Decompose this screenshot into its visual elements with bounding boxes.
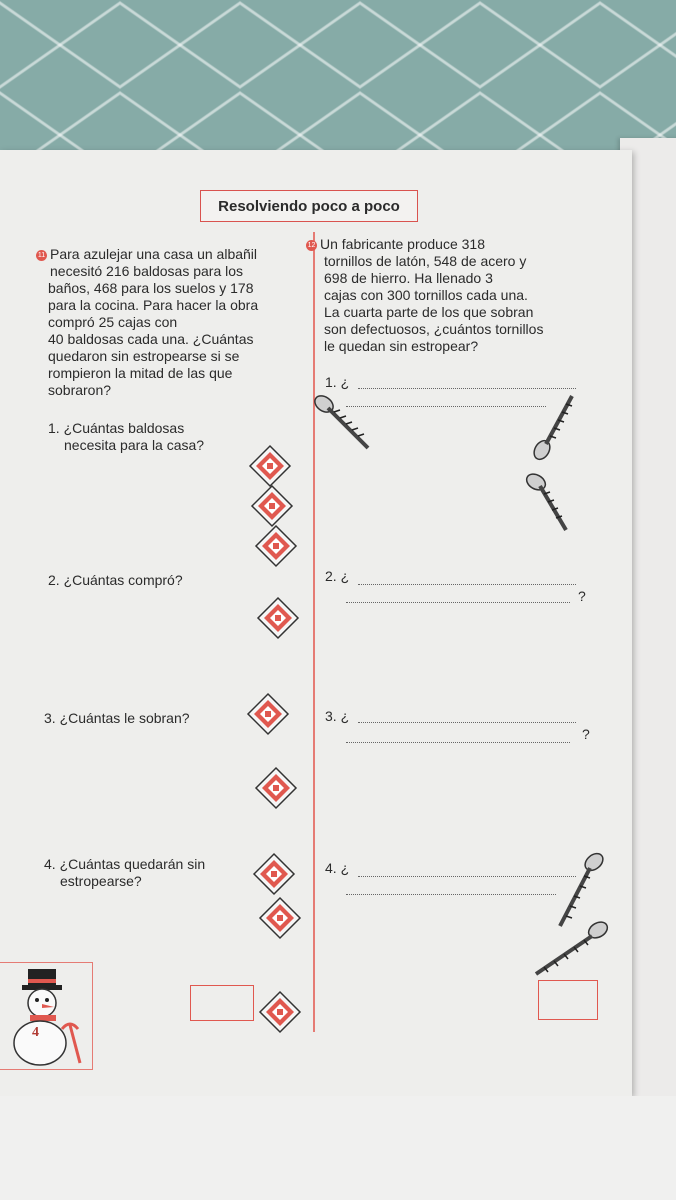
answer-1-line[interactable] xyxy=(358,388,576,389)
tile-box-icon xyxy=(258,990,302,1034)
answer-2-close: ? xyxy=(578,588,586,604)
screw-icon xyxy=(524,470,574,534)
tile-box-icon xyxy=(246,692,290,736)
answer-1-line-2[interactable] xyxy=(346,406,546,407)
left-problem-line: 11 Para azulejar una casa un albañil xyxy=(37,246,258,262)
answer-1-label: 1. ¿ xyxy=(325,374,350,390)
question-1-line-2: necesita para la casa? xyxy=(64,437,205,453)
left-problem-line: sobraron? xyxy=(48,382,112,398)
answer-3-line-2[interactable] xyxy=(346,742,570,743)
question-3: 3. ¿Cuántas le sobran? xyxy=(44,710,190,726)
right-problem-line: tornillos de latón, 548 de acero y xyxy=(324,253,527,269)
question-1-line-1: 1. ¿Cuántas baldosas xyxy=(48,420,185,436)
left-problem-line: baños, 468 para los suelos y 178 xyxy=(48,280,254,296)
screw-icon xyxy=(528,392,578,462)
right-problem-line: son defectuosos, ¿cuántos tornillos xyxy=(324,321,544,337)
screw-icon xyxy=(312,392,372,452)
answer-box-right[interactable] xyxy=(538,980,598,1020)
left-problem-line: quedaron sin estropearse si se xyxy=(48,348,240,364)
snowman-icon xyxy=(0,963,92,1069)
page-title xyxy=(200,190,418,222)
tile-box-icon xyxy=(256,596,300,640)
tile-box-icon xyxy=(254,524,298,568)
answer-3-label: 3. ¿ xyxy=(325,708,350,724)
answer-4-label: 4. ¿ xyxy=(325,860,350,876)
snowman-frame xyxy=(0,962,93,1070)
left-problem-line: para la cocina. Para hacer la obra xyxy=(48,297,259,313)
left-problem-line: rompieron la mitad de las que xyxy=(48,365,233,381)
answer-box-left[interactable] xyxy=(190,985,254,1021)
left-problem-line: 40 baldosas cada una. ¿Cuántas xyxy=(48,331,254,347)
right-problem-line: La cuarta parte de los que sobran xyxy=(324,304,534,320)
tile-box-icon xyxy=(258,896,302,940)
tile-box-icon xyxy=(250,484,294,528)
snowman-number: 4 xyxy=(32,1025,39,1040)
page-title-text: Resolviendo poco a poco xyxy=(218,197,400,215)
right-problem-line: 698 de hierro. Ha llenado 3 xyxy=(324,270,493,286)
answer-2-label: 2. ¿ xyxy=(325,568,350,584)
right-problem-line: le quedan sin estropear? xyxy=(324,338,479,354)
answer-2-line-2[interactable] xyxy=(346,602,570,603)
answer-3-line[interactable] xyxy=(358,722,576,723)
answer-3-close: ? xyxy=(582,726,590,742)
question-4-line-2: estropearse? xyxy=(60,873,142,889)
left-problem-line: necesitó 216 baldosas para los xyxy=(50,263,244,279)
left-problem xyxy=(36,246,306,399)
question-4 xyxy=(44,856,205,890)
answer-2-line[interactable] xyxy=(358,584,576,585)
answer-4-line-2[interactable] xyxy=(346,894,556,895)
screw-icon xyxy=(532,916,612,976)
answer-4-line[interactable] xyxy=(358,876,576,877)
tile-box-icon xyxy=(248,444,292,488)
question-4-line-1: 4. ¿Cuántas quedarán sin xyxy=(44,856,206,872)
question-2: 2. ¿Cuántas compró? xyxy=(48,572,183,588)
tile-box-icon xyxy=(252,852,296,896)
right-problem-line: cajas con 300 tornillos cada una. xyxy=(324,287,528,303)
question-1 xyxy=(48,420,204,454)
right-problem xyxy=(306,236,606,355)
left-problem-line: compró 25 cajas con xyxy=(48,314,178,330)
right-problem-line: 12 Un fabricante produce 318 xyxy=(307,236,485,252)
problem-number-badge: 11 xyxy=(37,251,46,259)
tile-box-icon xyxy=(254,766,298,810)
problem-number-badge: 12 xyxy=(307,241,316,249)
bottom-shadow-area xyxy=(0,1096,676,1200)
